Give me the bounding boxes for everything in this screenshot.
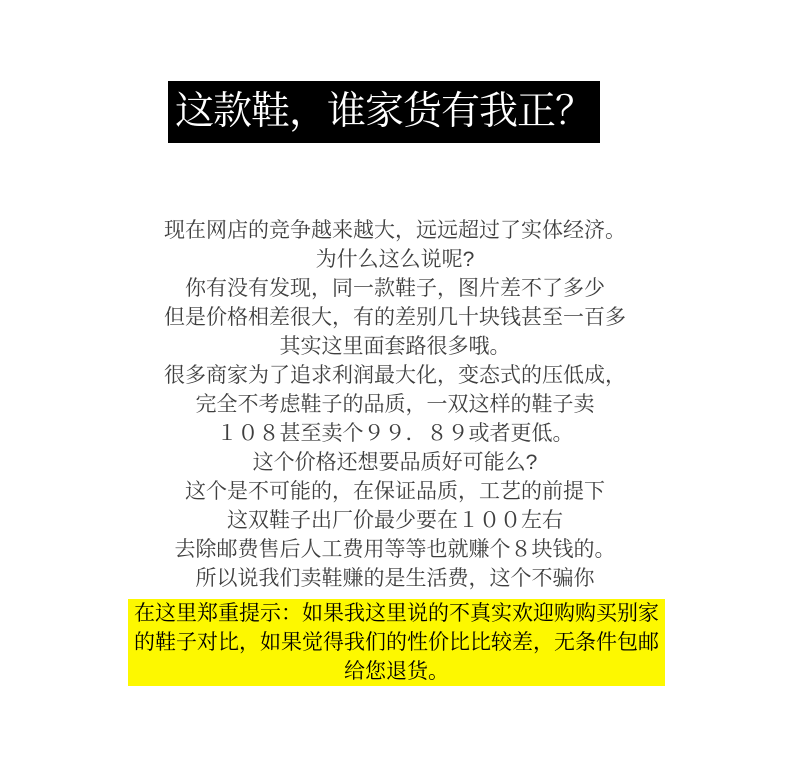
description-line: 这双鞋子出厂价最少要在１００左右 xyxy=(227,509,563,532)
description-line: 其实这里面套路很多哦。 xyxy=(279,335,511,358)
description-line: 这个是不可能的，在保证品质，工艺的前提下 xyxy=(185,480,605,503)
headline-text: 这款鞋，谁家货有我正？ xyxy=(174,90,593,133)
description-line: 完全不考虑鞋子的品质，一双这样的鞋子卖 xyxy=(195,393,595,416)
description-line: 现在网店的竞争越来越大，远远超过了实体经济。 xyxy=(164,219,626,242)
description-line: 为什么这么说呢? xyxy=(315,248,475,271)
description-line: 很多商家为了追求利润最大化，变态式的压低成， xyxy=(164,364,626,387)
notice-line: 的鞋子对比，如果觉得我们的性价比比较差，无条件包邮 xyxy=(134,631,659,654)
description-line: 但是价格相差很大，有的差别几十块钱甚至一百多 xyxy=(164,306,626,329)
headline-banner xyxy=(168,81,600,143)
description-line: 去除邮费售后人工费用等等也就赚个８块钱的。 xyxy=(174,538,616,561)
description-line: 你有没有发现，同一款鞋子，图片差不了多少 xyxy=(185,277,605,300)
description-line: １０８甚至卖个９９．８９或者更低。 xyxy=(216,422,574,445)
description-paragraph xyxy=(0,216,790,593)
notice-line: 给您退货。 xyxy=(344,660,449,683)
warranty-notice-box xyxy=(128,599,665,686)
description-line: 所以说我们卖鞋赚的是生活费，这个不骗你 xyxy=(195,567,595,590)
notice-line: 在这里郑重提示：如果我这里说的不真实欢迎购购买别家 xyxy=(134,602,659,625)
description-line: 这个价格还想要品质好可能么? xyxy=(252,451,538,474)
